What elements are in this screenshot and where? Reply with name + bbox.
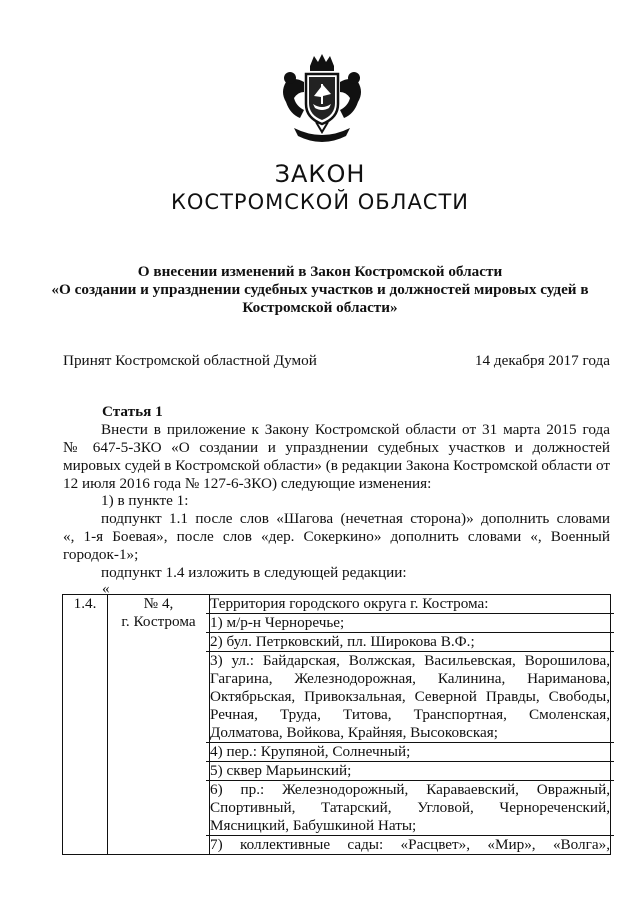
court-districts-table [62, 594, 611, 855]
territory-line: Речная, Труда, Титова, Транспортная, Смоленская, [210, 706, 610, 723]
article-title: Статья 1 [102, 403, 163, 420]
intro-line: № 647-5-ЗКО «О создании и упразднении судебных участков и должностей [63, 439, 610, 456]
district-city: г. Кострома [121, 613, 196, 630]
adopted-by: Принят Костромской областной Думой [63, 352, 317, 369]
territory-line: Территория городского округа г. Кострома: [210, 595, 489, 612]
territory-line: 1) м/р-н Черноречье; [210, 614, 345, 631]
territory-line: 3) ул.: Байдарская, Волжская, Васильевская, Ворошилова, [210, 652, 610, 669]
point-1 [63, 492, 610, 510]
heading-line-2: «О создании и упразднении судебных участков и должностей мировых судей в [51, 281, 589, 298]
subpoint-1-1 [63, 510, 610, 564]
heading-line-3: Костромской области» [242, 299, 398, 316]
territory-line: 2) бул. Петрковский, пл. Широкова В.Ф.; [210, 633, 475, 650]
row-number: 1.4. [63, 595, 108, 855]
territory-line: Спортивный, Татарский, Угловой, Чернореченский, [210, 799, 610, 816]
territory-cell [210, 595, 611, 855]
article-intro [63, 421, 610, 493]
point-1-text: 1) в пункте 1: [101, 492, 189, 509]
territory-line: 7) коллективные сады: «Расцвет», «Мир», «Волга», [210, 836, 610, 853]
table-row [63, 595, 611, 855]
territory-line: 6) пр.: Железнодорожный, Караваевский, Овражный, [210, 781, 610, 798]
opening-quote: « [102, 580, 110, 597]
intro-line: 12 июля 2016 года № 127-6-ЗКО) следующие изменения: [63, 475, 432, 492]
intro-line: мировых судей в Костромской области» (в редакции Закона Костромской области от [63, 457, 610, 474]
territory-line: 5) сквер Марьинский; [210, 762, 352, 779]
law-region-title: КОСТРОМСКОЙ ОБЛАСТИ [170, 190, 470, 214]
subpoint-1-4-text: подпункт 1.4 изложить в следующей редакции: [101, 564, 407, 581]
territory-line: Долматова, Войкова, Крайняя, Высоковская; [210, 724, 498, 741]
adoption-date: 14 декабря 2017 года [474, 352, 610, 369]
heading-line-1: О внесении изменений в Закон Костромской области [137, 263, 503, 280]
coat-of-arms-icon [276, 52, 368, 150]
subpoint-line: «, 1-я Боевая», после слов «дер. Сокеркино» дополнить словами «, Военный [63, 528, 610, 545]
subpoint-line: городок-1»; [63, 546, 139, 563]
territory-line: 4) пер.: Крупяной, Солнечный; [210, 743, 411, 760]
law-title: ЗАКОН [274, 160, 366, 188]
subpoint-line: подпункт 1.1 после слов «Шагова (нечетная сторона)» дополнить словами [101, 510, 610, 527]
territory-line: Мясницкий, Бабушкиной Наты; [210, 817, 417, 834]
intro-line: Внести в приложение к Закону Костромской области от 31 марта 2015 года [101, 421, 610, 438]
district-number: № 4, [143, 595, 174, 612]
territory-line: Гагарина, Железнодорожная, Калинина, Нариманова, [210, 670, 610, 687]
subpoint-1-4 [63, 564, 610, 582]
territory-line: Октябрьская, Привокзальная, Северной Правды, Свободы, [210, 688, 610, 705]
district-cell [108, 595, 210, 855]
